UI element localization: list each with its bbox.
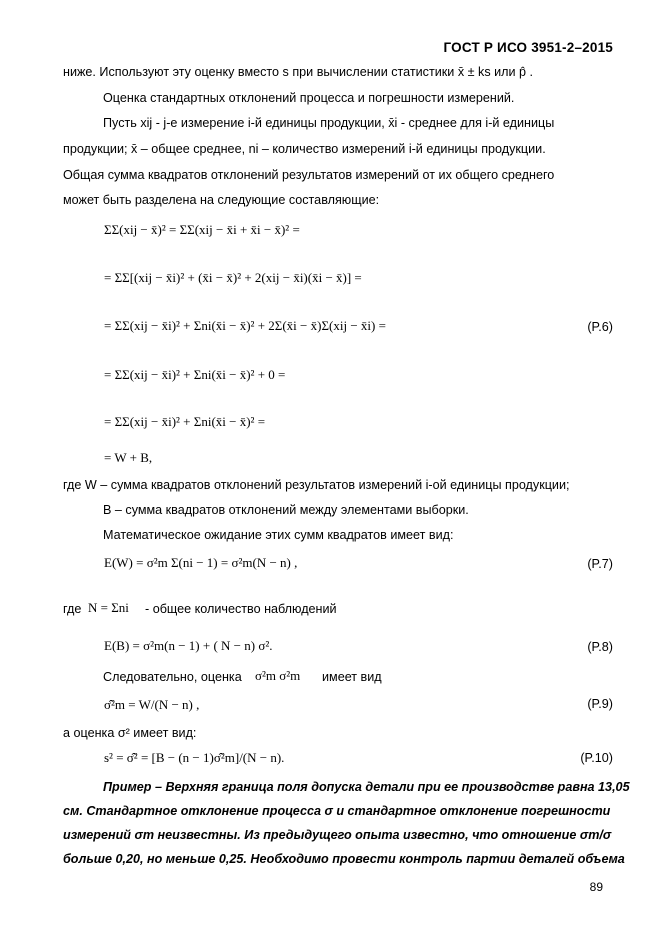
paragraph-line: ниже. Используют эту оценку вместо s при вычислении статистики x̄ ± ks или p̂ . bbox=[63, 65, 534, 79]
example-line: измерений σm неизвестны. Из предыдущего опыта известно, что отношение σm/σ bbox=[63, 828, 612, 842]
equation-line: = ΣΣ[(xij − x̄i)² + (x̄i − x̄)² + 2(xij − x̄i)(x̄i − x̄)] = bbox=[104, 270, 362, 285]
equation-inline: N = Σni bbox=[88, 600, 129, 615]
equation-inline: σ²m σ²m bbox=[255, 668, 301, 683]
equation-line: E(W) = σ²m Σ(ni − 1) = σ²m(N − n) , bbox=[104, 555, 298, 570]
equation-line: E(B) = σ²m(n − 1) + ( N − n) σ². bbox=[104, 638, 273, 653]
equation-line: = W + B, bbox=[104, 450, 153, 465]
paragraph-line: - общее количество наблюдений bbox=[145, 602, 337, 616]
paragraph-line: Математическое ожидание этих сумм квадратов имеет вид: bbox=[103, 528, 454, 542]
equation-number: (P.8) bbox=[587, 640, 613, 654]
equation-number: (P.6) bbox=[587, 320, 613, 334]
paragraph-line: может быть разделена на следующие составляющие: bbox=[63, 193, 380, 207]
paragraph-line: Пусть xij - j-е измерение i-й единицы продукции, x̄i - среднее для i-й единицы bbox=[103, 116, 555, 130]
paragraph-heading: Оценка стандартных отклонений процесса и погрешности измерений. bbox=[103, 91, 515, 105]
example-line: больше 0,20, но меньше 0,25. Необходимо провести контроль партии деталей объема bbox=[63, 852, 625, 866]
equation-number: (P.9) bbox=[587, 697, 613, 711]
paragraph-line: B – сумма квадратов отклонений между элементами выборки. bbox=[103, 503, 469, 517]
paragraph-line: а оценка σ² имеет вид: bbox=[63, 726, 197, 740]
standard-header: ГОСТ Р ИСО 3951-2–2015 bbox=[443, 40, 613, 55]
equation-line: = ΣΣ(xij − x̄i)² + Σni(x̄i − x̄)² + 0 = bbox=[104, 367, 286, 382]
paragraph-line: где bbox=[63, 602, 82, 616]
paragraph-line: где W – сумма квадратов отклонений результатов измерений i-ой единицы продукции; bbox=[63, 478, 570, 492]
equation-number: (P.7) bbox=[587, 557, 613, 571]
page-number: 89 bbox=[589, 880, 603, 894]
paragraph-line: Следовательно, оценка bbox=[103, 670, 242, 684]
equation-line: ΣΣ(xij − x̄)² = ΣΣ(xij − x̄i + x̄i − x̄)² = bbox=[104, 222, 300, 237]
example-line: см. Стандартное отклонение процесса σ и стандартное отклонение погрешности bbox=[63, 804, 611, 818]
equation-line: = ΣΣ(xij − x̄i)² + Σni(x̄i − x̄)² = bbox=[104, 414, 266, 429]
equation-line: s² = σ̂² = [B − (n − 1)σ̂²m]/(N − n). bbox=[104, 750, 285, 765]
paragraph-line: Общая сумма квадратов отклонений результатов измерений от их общего среднего bbox=[63, 168, 555, 182]
paragraph-line: имеет вид bbox=[322, 670, 382, 684]
equation-number: (P.10) bbox=[580, 751, 613, 765]
equation-line: = ΣΣ(xij − x̄i)² + Σni(x̄i − x̄)² + 2Σ(x̄i − x̄)Σ(xij − x̄i) = bbox=[104, 318, 386, 333]
equation-line: σ̂²m = W/(N − n) , bbox=[104, 697, 200, 712]
example-line: Пример – Верхняя граница поля допуска детали при ее производстве равна 13,05 bbox=[103, 780, 630, 794]
paragraph-line: продукции; x̄ – общее среднее, ni – количество измерений i-й единицы продукции. bbox=[63, 142, 546, 156]
